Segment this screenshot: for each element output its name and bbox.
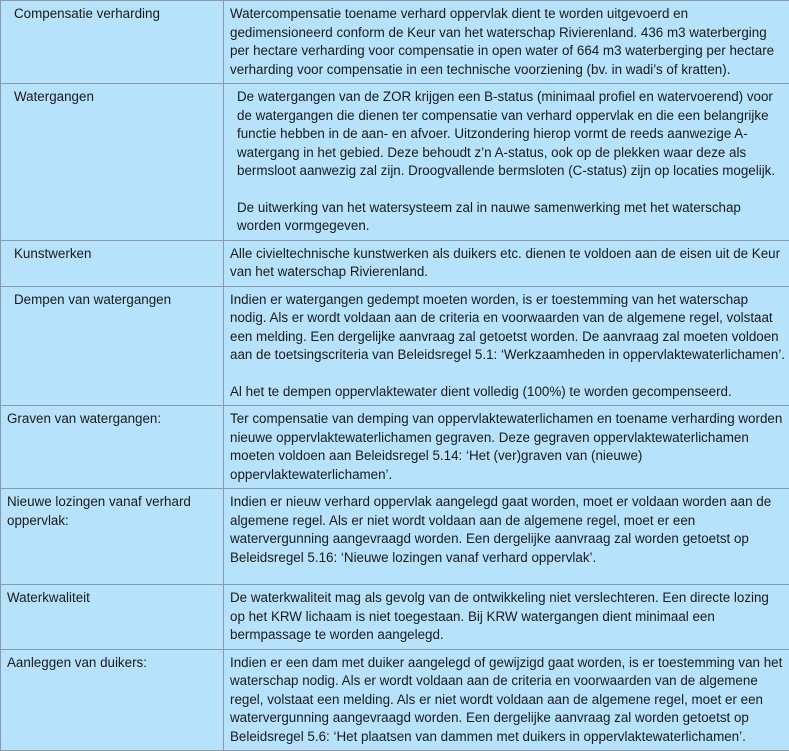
row-content bbox=[224, 406, 789, 489]
paragraph: Watercompensatie toename verhard oppervlak dient te worden uitgevoerd en gedimensioneerd conform de Keur van het waterschap Rivierenland. 436 m3 waterberging per hectare verharding voor compensatie in open water of 664 m3 waterberging per hectare verharding voor compensatie in een technische voorziening (bv. in wadi’s of kratten). bbox=[230, 5, 786, 79]
row-content bbox=[224, 649, 789, 751]
paragraph: Indien er nieuw verhard oppervlak aangelegd gaat worden, moet er voldaan worden aan de algemene regel. Als er niet wordt voldaan aan de algemene regel, moet er een watervergunning aangevraagd worden. Een dergelijke aanvraag zal worden getoetst op Beleidsregel 5.16: ‘Nieuwe lozingen vanaf verhard oppervlak’. bbox=[230, 493, 786, 567]
table-row bbox=[1, 286, 789, 406]
row-content bbox=[224, 1, 789, 84]
paragraph: De uitwerking van het watersysteem zal in nauwe samenwerking met het waterschap worden vormgegeven. bbox=[237, 199, 786, 236]
paragraph: Indien er een dam met duiker aangelegd of gewijzigd gaat worden, is er toestemming van het waterschap nodig. Als er wordt voldaan aan de criteria en voorwaarden van de algemene regel, volstaat een melding. Als er niet wordt voldaan aan de algemene regel, moet er een watervergunning aangevraagd worden. Een dergelijke aanvraag zal worden getoetst op Beleidsregel 5.6: ‘Het plaatsen van dammen met duikers in oppervlaktewaterlichamen’. bbox=[230, 654, 786, 747]
paragraph: De watergangen van de ZOR krijgen een B-status (minimaal profiel en watervoerend) voor de watergangen die dienen ter compensatie van verhard oppervlak en die een belangrijke functie hebben in de aan- en afvoer. Uitzondering hierop vormt de reeds aanwezige A-watergang in het gebied. Deze behoudt z’n A-status, ook op de plekken waar deze als bermsloot aanwezig zal zijn. Droogvallende bermsloten (C-status) zijn op locaties mogelijk. bbox=[237, 88, 786, 181]
row-label: Compensatie verharding bbox=[1, 1, 224, 84]
table-row bbox=[1, 84, 789, 241]
paragraph: Alle civieltechnische kunstwerken als duikers etc. dienen te voldoen aan de eisen uit de Keur van het waterschap Rivierenland. bbox=[230, 245, 786, 282]
table-row bbox=[1, 489, 789, 585]
row-content bbox=[224, 286, 789, 406]
paragraph: Indien er watergangen gedempt moeten worden, is er toestemming van het waterschap nodig. Als er wordt voldaan aan de criteria en voorwaarden van de algemene regel, volstaat een melding. Een dergelijke aanvraag zal getoetst worden. De aanvraag zal moeten voldoen aan de toetsingscriteria van Beleidsregel 5.1: ‘Werkzaamheden in oppervlaktewaterlichamen’. bbox=[230, 291, 786, 365]
table-row bbox=[1, 240, 789, 286]
table-row bbox=[1, 585, 789, 650]
paragraph: De waterkwaliteit mag als gevolg van de ontwikkeling niet verslechteren. Een directe lozing op het KRW lichaam is niet toegestaan. Bij KRW watergangen dient minimaal een bermpassage te worden aangelegd. bbox=[230, 589, 786, 645]
row-content bbox=[224, 84, 789, 241]
row-label: Nieuwe lozingen vanaf verhard oppervlak: bbox=[1, 489, 224, 585]
row-content bbox=[224, 240, 789, 286]
row-content bbox=[224, 489, 789, 585]
row-content bbox=[224, 585, 789, 650]
paragraph: Ter compensatie van demping van oppervlaktewaterlichamen en toename verharding worden nieuwe oppervlaktewaterlichamen gegraven. Deze gegraven oppervlaktewaterlichamen moeten voldoen aan Beleidsregel 5.14: ‘Het (ver)graven van (nieuwe) oppervlaktewaterlichamen’. bbox=[230, 410, 786, 484]
row-label: Aanleggen van duikers: bbox=[1, 649, 224, 751]
row-label: Waterkwaliteit bbox=[1, 585, 224, 650]
table-row bbox=[1, 1, 789, 84]
table-row bbox=[1, 649, 789, 751]
row-label: Watergangen bbox=[1, 84, 224, 241]
paragraph: Al het te dempen oppervlaktewater dient volledig (100%) te worden gecompenseerd. bbox=[230, 383, 786, 402]
row-label: Kunstwerken bbox=[1, 240, 224, 286]
row-label: Graven van watergangen: bbox=[1, 406, 224, 489]
row-label: Dempen van watergangen bbox=[1, 286, 224, 406]
table-row bbox=[1, 406, 789, 489]
